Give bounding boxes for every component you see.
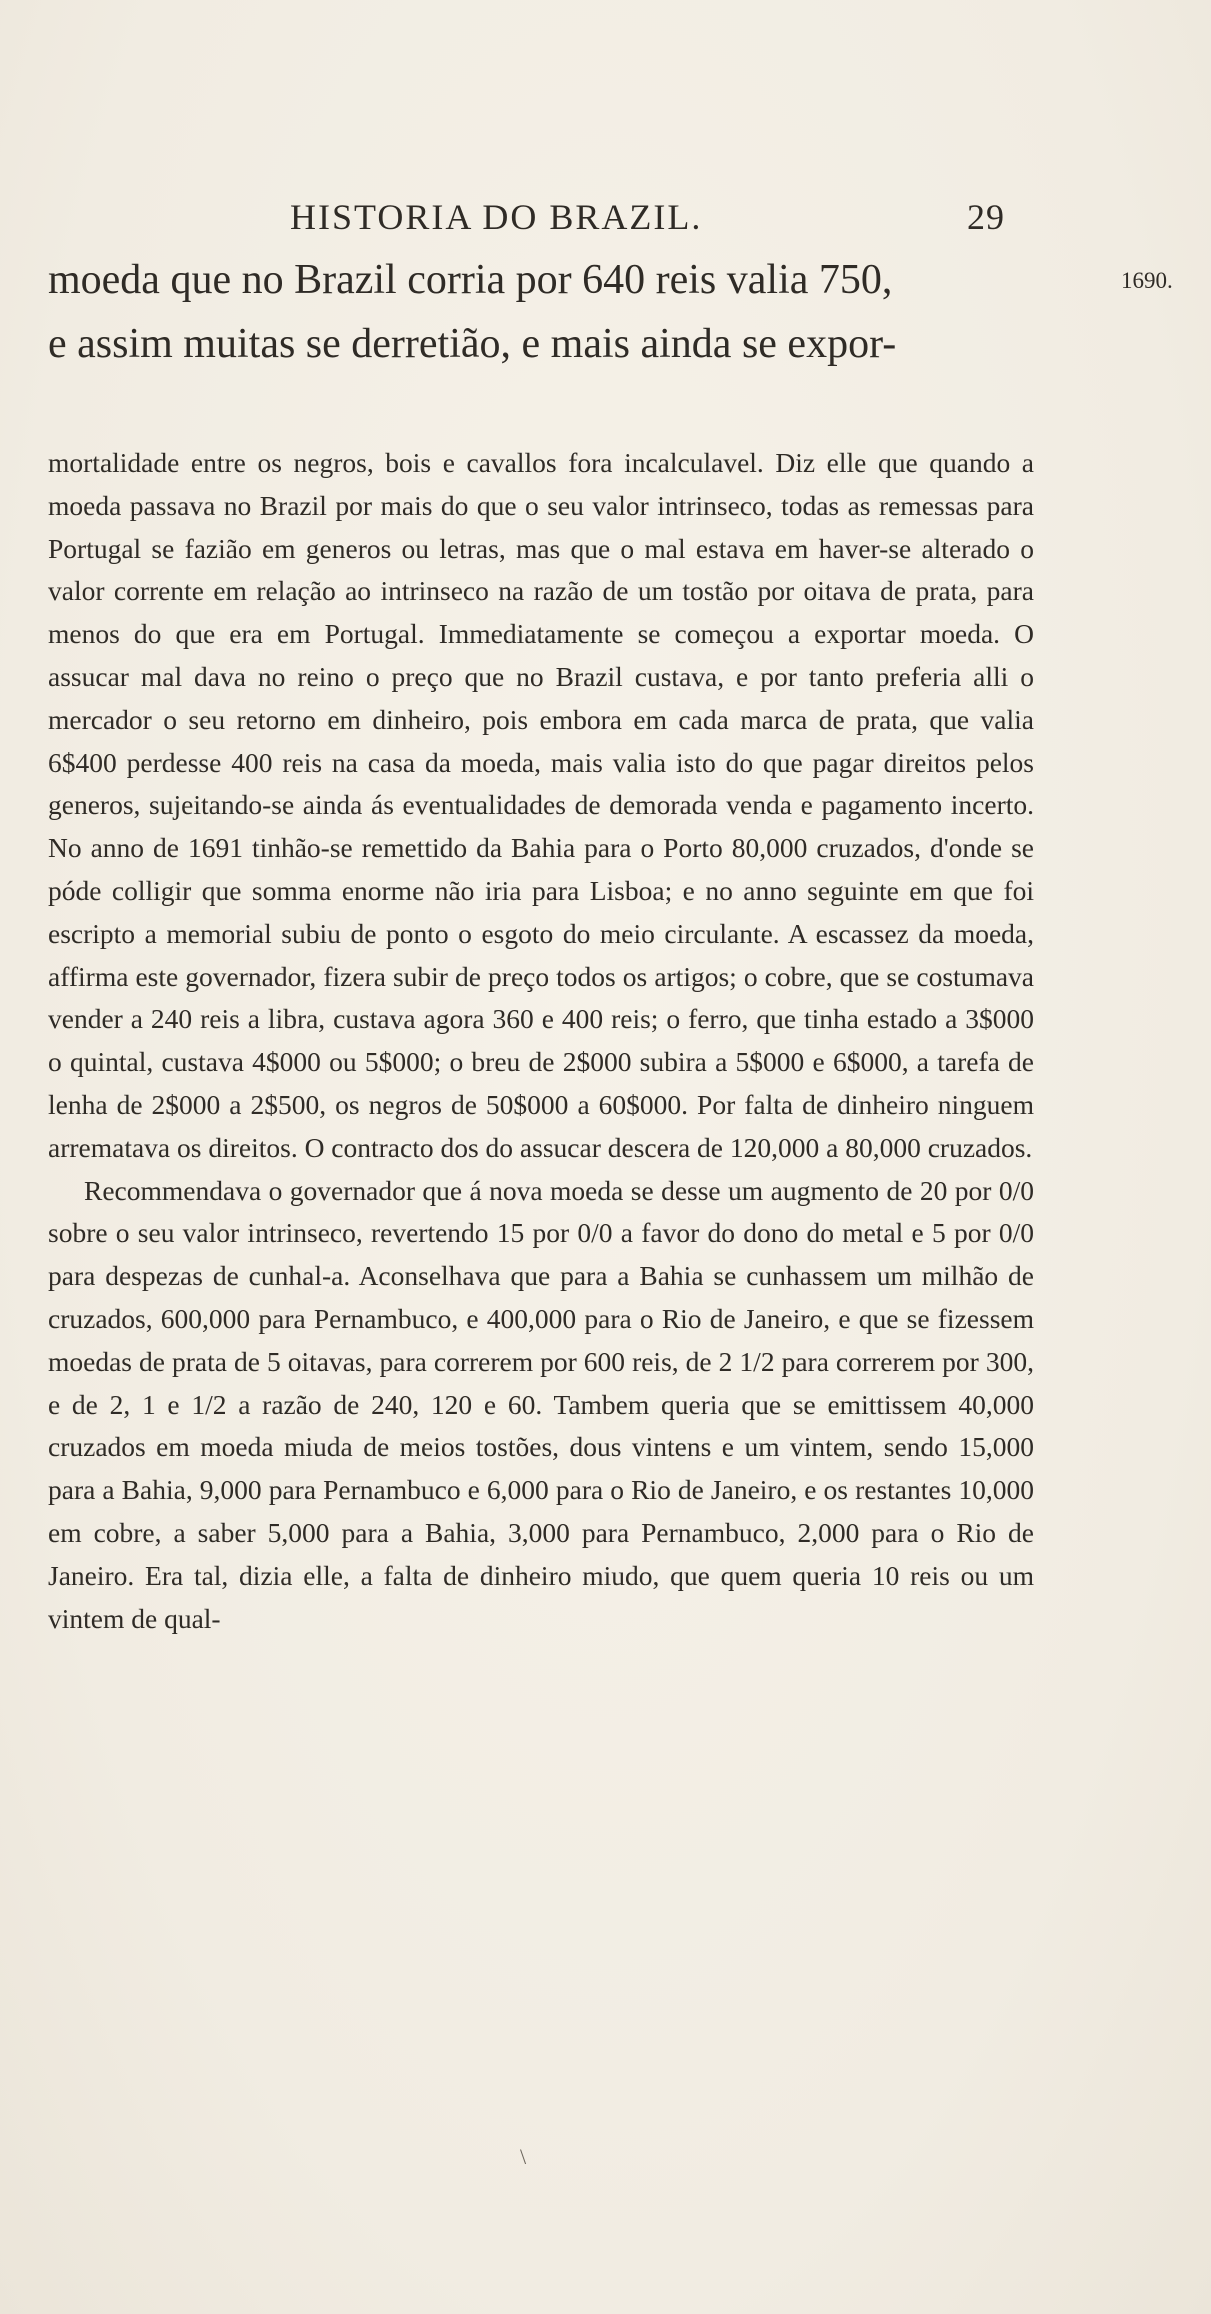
page-number: 29 xyxy=(967,197,1005,237)
paragraph: mortalidade entre os negros, bois e cavallos fora incalculavel. Diz elle que quando a moeda passava no Brazil por mais do que o seu valor intrinseco, todas as remessas para Portugal se fazião em generos ou letras, mas que o mal estava em haver-se alterado o valor corrente em relação ao intrinseco na razão de um tostão por oitava de prata, para menos do que era em Portugal. Immediatamente se começou a exportar moeda. O assucar mal dava no reino o preço que no Brazil custava, e por tanto preferia alli o mercador o seu retorno em dinheiro, pois embora em cada marca de prata, que valia 6$400 perdesse 400 reis na casa da moeda, mais valia isto do que pagar direitos pelos generos, sujeitando-se ainda ás eventualidades de demorada venda e pagamento incerto. No anno de 1691 tinhão-se remettido da Bahia para o Porto 80,000 cruzados, d'onde se póde colligir que somma enorme não iria para Lisboa; e no anno seguinte em que foi escripto a memorial subiu de ponto o esgoto do meio circulante. A escassez da moeda, affirma este governador, fizera subir de preço todos os artigos; o cobre, que se costumava vender a 240 reis a libra, custava agora 360 e 400 reis; o ferro, que tinha estado a 3$000 o quintal, custava 4$000 ou 5$000; o breu de 2$000 subira a 5$000 e 6$000, a tarefa de lenha de 2$000 a 2$500, os negros de 50$000 a 60$000. Por falta de dinheiro ninguem arrematava os direitos. O contracto dos do assucar descera de 120,000 a 80,000 cruzados. xyxy=(48,447,1034,1163)
text-line: moeda que no Brazil corria por 640 reis valia 750, xyxy=(48,257,893,303)
stray-mark: \ xyxy=(520,2144,527,2169)
paragraph: Recommendava o governador que á nova moeda se desse um augmento de 20 por 0/0 sobre o seu valor intrinseco, revertendo 15 por 0/0 a favor do dono do metal e 5 por 0/0 para despezas de cunhal-a. Aconselhava que para a Bahia se cunhassem um milhão de cruzados, 600,000 para Pernambuco, e 400,000 para o Rio de Janeiro, e que se fizessem moedas de prata de 5 oitavas, para correrem por 600 reis, de 2 1/2 para correrem por 300, e de 2, 1 e 1/2 a razão de 240, 120 e 60. Tambem queria que se emittissem 40,000 cruzados em moeda miuda de meios tostões, dous vintens e um vintem, sendo 15,000 para a Bahia, 9,000 para Pernambuco e 6,000 para o Rio de Janeiro, e os restantes 10,000 em cobre, a saber 5,000 para a Bahia, 3,000 para Pernambuco, 2,000 para o Rio de Janeiro. Era tal, dizia elle, a falta de dinheiro miudo, que quem queria 10 reis ou um vintem de qual- xyxy=(48,1174,1034,1634)
body-text xyxy=(48,442,1034,1640)
running-head xyxy=(290,196,1005,246)
continued-text-block xyxy=(48,248,1048,376)
margin-year-note: 1690. xyxy=(1121,268,1173,293)
text-line: e assim muitas se derretião, e mais ainda se expor- xyxy=(48,321,897,367)
running-title: HISTORIA DO BRAZIL. xyxy=(290,197,703,237)
